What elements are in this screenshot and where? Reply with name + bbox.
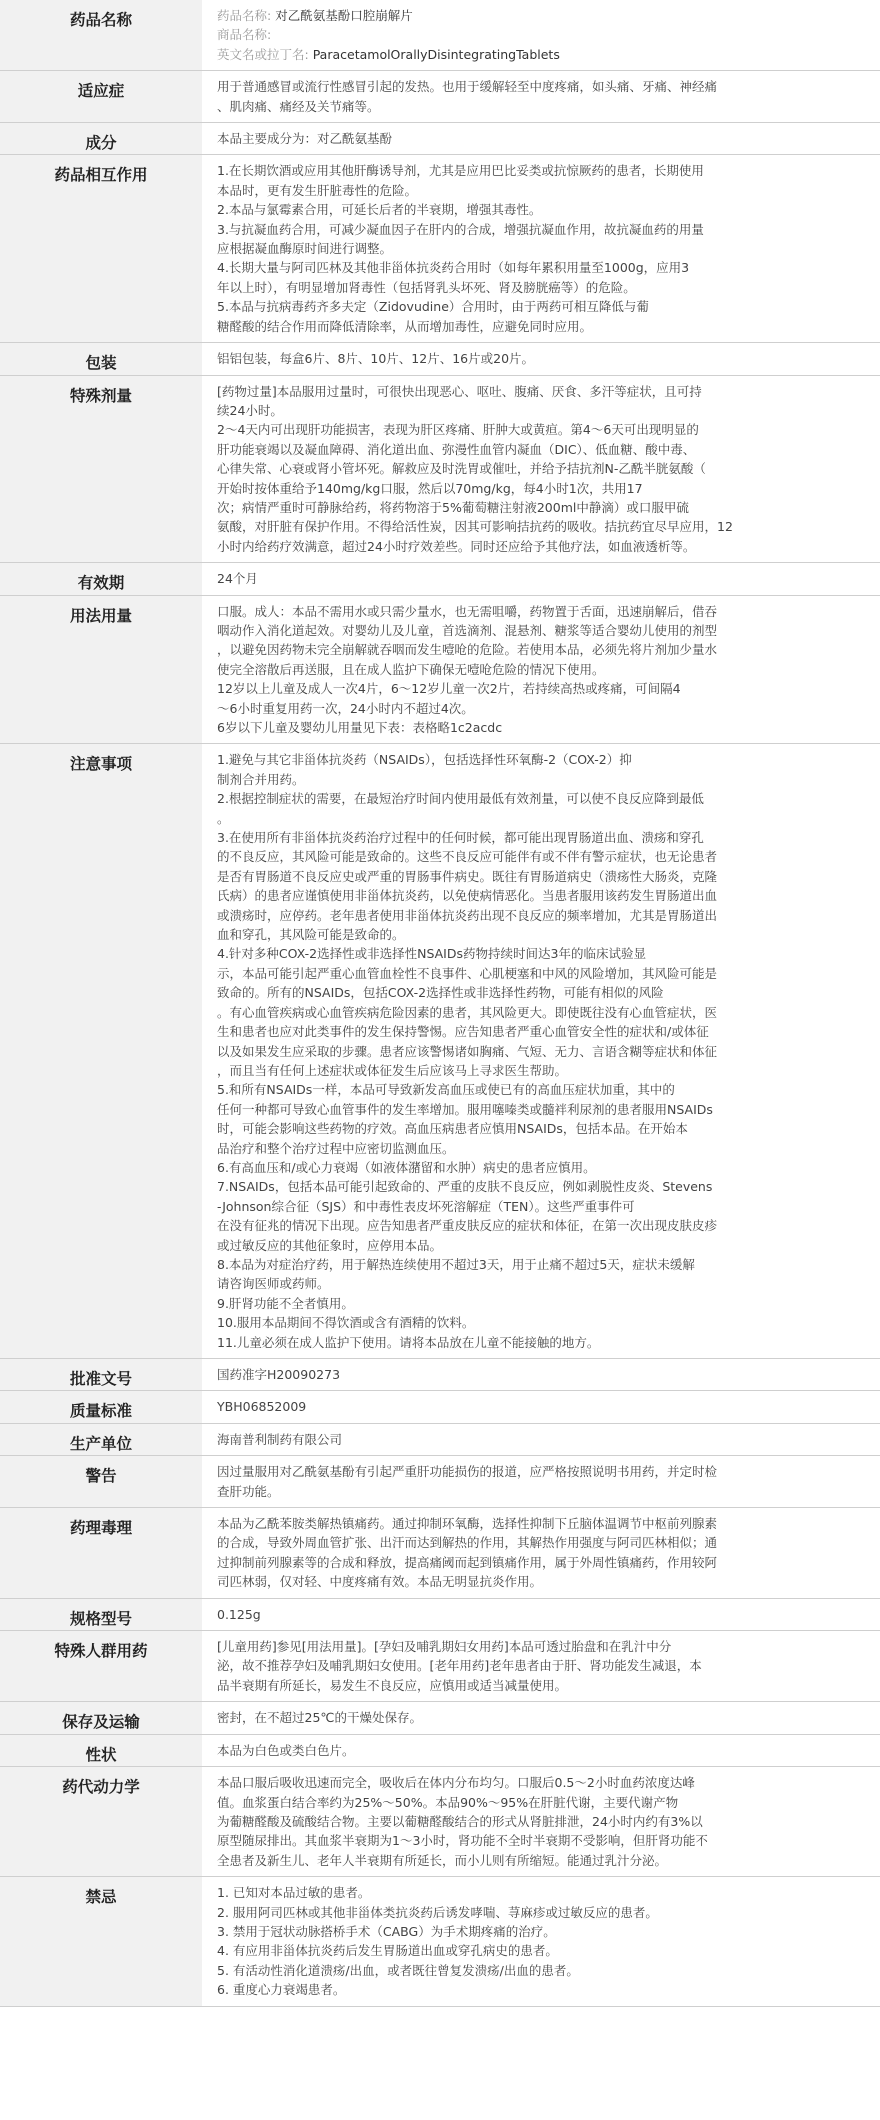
label-shelf-life: 有效期	[0, 563, 202, 595]
specification-text-line: 0.125g	[217, 1606, 261, 1622]
row-packaging	[0, 343, 880, 375]
row-pharmacokinetics	[0, 1767, 880, 1877]
dosage-text-line: 使完全溶散后再送服，且在成人监护下确保无噎呛危险的情况下使用。	[217, 661, 605, 677]
pharmacokinetics-text-line: 原型随尿排出。其血浆半衰期为1～3小时，肾功能不全时半衰期不受影响，但肝肾功能不	[217, 1833, 708, 1849]
warning-text-line: 查肝功能。	[217, 1483, 280, 1499]
overdose-text-line: 小时内给药疗效满意，超过24小时疗效差些。同时还应给予其他疗法，如血液透析等。	[217, 538, 696, 554]
precautions-text-line: -Johnson综合征（SJS）和中毒性表皮坏死溶解症（TEN）。这些严重事件可	[217, 1198, 635, 1214]
label-contraindications: 禁忌	[0, 1877, 202, 2006]
trade-name-label: 商品名称:	[217, 27, 272, 43]
overdose-text-line: 次；病情严重时可静脉给药，将药物溶于5%葡萄糖注射液200ml中静滴）或口服甲硫	[217, 499, 689, 515]
shelf-life-text-line: 24个月	[217, 571, 258, 587]
precautions-text-line: 9.肝肾功能不全者慎用。	[217, 1295, 354, 1311]
label-dosage: 用法用量	[0, 595, 202, 744]
english-name-value: ParacetamolOrallyDisintegratingTablets	[312, 46, 560, 62]
dosage-text-line: 6岁以下儿童及婴幼儿用量见下表：表格略1c2acdc	[217, 720, 503, 735]
precautions-text-line: 致命的。所有的NSAIDs，包括COX-2选择性或非选择性药物，可能有相似的风险	[217, 985, 664, 1001]
pharmacokinetics-text-line: 值。血浆蛋白结合率约为25%～50%。本品90%～95%在肝脏代谢，主要代谢产物	[217, 1794, 679, 1810]
ingredients-text-line: 本品主要成分为：对乙酰氨基酚	[217, 131, 393, 147]
precautions-text-line: 7.NSAIDs，包括本品可能引起致命的、严重的皮肤不良反应，例如剥脱性皮炎、Stevens	[217, 1179, 713, 1195]
contraindications-text-line: 6. 重度心力衰竭患者。	[217, 1982, 346, 1998]
label-manufacturer: 生产单位	[0, 1423, 202, 1455]
value-warning	[202, 1456, 880, 1508]
precautions-text-line: 或溃疡时，应停药。老年患者使用非甾体抗炎药出现不良反应的频率增加，尤其是胃肠道出	[217, 907, 718, 923]
contraindications-text-line: 1. 已知对本品过敏的患者。	[217, 1885, 371, 1901]
drug-interactions-text-line: 5.本品与抗病毒药齐多夫定（Zidovudine）合用时，由于两药可相互降低与葡	[217, 299, 649, 315]
approval-number-text-line: 国药准字H20090273	[217, 1367, 341, 1382]
pharmacokinetics-text-line: 全患者及新生儿、老年人半衰期有所延长，而小儿则有所缩短。能通过乳汁分泌。	[217, 1852, 668, 1868]
precautions-text-line: 血和穿孔，其风险可能是致命的。	[217, 927, 405, 943]
overdose-text-line: 2～4天内可出现肝功能损害，表现为肝区疼痛、肝肿大或黄疸。第4～6天可出现明显的	[217, 422, 699, 438]
precautions-text-line: 品治疗和整个治疗过程中应密切监测血压。	[217, 1140, 455, 1156]
precautions-text-line: 5.和所有NSAIDs一样，本品可导致新发高血压或使已有的高血压症状加重，其中的	[217, 1082, 675, 1098]
drug-interactions-text-line: 糖醛酸的结合作用而降低清除率，从而增加毒性，应避免同时应用。	[217, 318, 593, 334]
contraindications-text-line: 3. 禁用于冠状动脉搭桥手术（CABG）为手术期疼痛的治疗。	[217, 1923, 556, 1939]
label-indications: 适应症	[0, 71, 202, 123]
row-specification	[0, 1598, 880, 1630]
indications-text-line: 用于普通感冒或流行性感冒引起的发热。也用于缓解轻至中度疼痛，如头痛、牙痛、神经痛	[217, 79, 718, 95]
precautions-text-line: 任何一种都可导致心血管事件的发生率增加。服用噻嗪类或髓袢利尿剂的患者服用NSAIDs	[217, 1101, 713, 1117]
row-storage	[0, 1702, 880, 1734]
precautions-text-line: 3.在使用所有非甾体抗炎药治疗过程中的任何时候，都可能出现胃肠道出血、溃疡和穿孔	[217, 830, 704, 846]
packaging-text-line: 铝铝包装，每盒6片、8片、10片、12片、16片或20片。	[217, 351, 535, 367]
label-pharmacology: 药理毒理	[0, 1508, 202, 1599]
drug-interactions-text-line: 2.本品与氯霉素合用，可延长后者的半衰期，增强其毒性。	[217, 202, 542, 218]
row-shelf-life	[0, 563, 880, 595]
row-contraindications	[0, 1877, 880, 2006]
label-packaging: 包装	[0, 343, 202, 375]
precautions-text-line: 请咨询医师或药师。	[217, 1276, 330, 1292]
label-specification: 规格型号	[0, 1598, 202, 1630]
precautions-text-line: 制剂合并用药。	[217, 771, 305, 787]
row-quality-standard	[0, 1391, 880, 1423]
english-name-line	[217, 45, 868, 64]
value-approval-number	[202, 1359, 880, 1391]
value-storage	[202, 1702, 880, 1734]
row-indications	[0, 71, 880, 123]
drug-interactions-text-line: 本品时，更有发生肝脏毒性的危险。	[217, 182, 418, 198]
row-manufacturer	[0, 1423, 880, 1455]
label-drug-name: 药品名称	[0, 0, 202, 71]
label-ingredients: 成分	[0, 123, 202, 155]
precautions-text-line: 2.根据控制症状的需要，在最短治疗时间内使用最低有效剂量，可以使不良反应降到最低	[217, 791, 704, 807]
contraindications-text-line: 4. 有应用非甾体抗炎药后发生胃肠道出血或穿孔病史的患者。	[217, 1943, 558, 1959]
overdose-text-line: [药物过量]本品服用过量时，可很快出现恶心、呕吐、腹痛、厌食、多汗等症状，且可持	[217, 383, 702, 399]
value-special-populations	[202, 1631, 880, 1702]
precautions-text-line: 10.服用本品期间不得饮酒或含有酒精的饮料。	[217, 1315, 475, 1331]
value-pharmacology	[202, 1508, 880, 1599]
row-appearance	[0, 1734, 880, 1766]
row-ingredients	[0, 123, 880, 155]
value-contraindications	[202, 1877, 880, 2006]
value-indications	[202, 71, 880, 123]
drug-interactions-text-line: 应根据凝血酶原时间进行调整。	[217, 241, 393, 257]
value-quality-standard	[202, 1391, 880, 1423]
contraindications-text-line: 5. 有活动性消化道溃疡/出血，或者既往曾复发溃疡/出血的患者。	[217, 1962, 579, 1978]
pharmacology-text-line: 过抑制前列腺素等的合成和释放，提高痛阈而起到镇痛作用，属于外周性镇痛药，作用较阿	[217, 1554, 718, 1570]
pharmacokinetics-text-line: 为葡糖醛酸及硫酸结合物。主要以葡糖醛酸结合的形式从肾脏排泄，24小时内约有3%以	[217, 1813, 703, 1829]
drug-interactions-text-line: 年以上时），有明显增加肾毒性（包括肾乳头坏死、肾及膀胱癌等）的危险。	[217, 279, 636, 295]
row-warning	[0, 1456, 880, 1508]
overdose-text-line: 氨酸，对肝脏有保护作用。不得给活性炭，因其可影响拮抗药的吸收。拮抗药宜尽早应用，12	[217, 519, 733, 535]
contraindications-text-line: 2. 服用阿司匹林或其他非甾体类抗炎药后诱发哮喘、荨麻疹或过敏反应的患者。	[217, 1904, 658, 1920]
row-dosage	[0, 595, 880, 744]
label-storage: 保存及运输	[0, 1702, 202, 1734]
label-appearance: 性状	[0, 1734, 202, 1766]
value-overdose	[202, 375, 880, 563]
label-pharmacokinetics: 药代动力学	[0, 1767, 202, 1877]
label-drug-interactions: 药品相互作用	[0, 155, 202, 343]
drug-interactions-text-line: 3.与抗凝血药合用，可减少凝血因子在肝内的合成，增强抗凝血作用，故抗凝血药的用量	[217, 221, 704, 237]
pharmacology-text-line: 本品为乙酰苯胺类解热镇痛药。通过抑制环氧酶，选择性抑制下丘脑体温调节中枢前列腺素	[217, 1516, 718, 1532]
label-precautions: 注意事项	[0, 744, 202, 1359]
value-manufacturer	[202, 1423, 880, 1455]
label-warning: 警告	[0, 1456, 202, 1508]
precautions-text-line: 11.儿童必须在成人监护下使用。请将本品放在儿童不能接触的地方。	[217, 1334, 600, 1350]
precautions-text-line: ，而且当有任何上述症状或体征发生后应该马上寻求医生帮助。	[217, 1062, 568, 1078]
precautions-text-line: 是否有胃肠道不良反应史或严重的胃肠事件病史。既往有胃肠道病史（溃疡性大肠炎，克隆	[217, 868, 718, 884]
precautions-text-line: 1.避免与其它非甾体抗炎药（NSAIDs），包括选择性环氧酶-2（COX-2）抑	[217, 752, 632, 768]
precautions-text-line: 示，本品可能引起严重心血管血栓性不良事件、心肌梗塞和中风的风险增加，其风险可能是	[217, 965, 718, 981]
value-dosage	[202, 595, 880, 744]
pharmacology-text-line: 司匹林弱，仅对轻、中度疼痛有效。本品无明显抗炎作用。	[217, 1574, 543, 1590]
precautions-text-line: 生和患者也应对此类事件的发生保持警惕。应告知患者严重心血管安全性的症状和/或体征	[217, 1024, 709, 1040]
precautions-text-line: 6.有高血压和/或心力衰竭（如液体潴留和水肿）病史的患者应慎用。	[217, 1159, 596, 1175]
label-overdose: 特殊剂量	[0, 375, 202, 563]
value-packaging	[202, 343, 880, 375]
generic-name-label: 药品名称:	[217, 8, 272, 23]
manufacturer-text-line: 海南普利制药有限公司	[217, 1431, 343, 1447]
value-specification	[202, 1598, 880, 1630]
row-special-populations	[0, 1631, 880, 1702]
special-populations-text-line: 泌，故不推荐孕妇及哺乳期妇女使用。[老年用药]老年患者由于肝、肾功能发生减退，本	[217, 1658, 702, 1674]
dosage-text-line: 12岁以上儿童及成人一次4片，6～12岁儿童一次2片，若持续高热或疼痛，可间隔4	[217, 681, 681, 697]
value-drug-name	[202, 0, 880, 71]
precautions-text-line: 4.针对多种COX-2选择性或非选择性NSAIDs药物持续时间达3年的临床试验显	[217, 946, 646, 962]
precautions-text-line: 。	[217, 810, 230, 826]
precautions-text-line: 时，可能会影响这些药物的疗效。高血压病患者应慎用NSAIDs，包括本品。在开始本	[217, 1121, 688, 1137]
special-populations-text-line: [儿童用药]参见[用法用量]。[孕妇及哺乳期妇女用药]本品可透过胎盘和在乳汁中分	[217, 1639, 672, 1655]
overdose-text-line: 肝功能衰竭以及凝血障碍、消化道出血、弥漫性血管内凝血（DIC）、低血糖、酸中毒、	[217, 441, 696, 457]
value-appearance	[202, 1734, 880, 1766]
warning-text-line: 因过量服用对乙酰氨基酚有引起严重肝功能损伤的报道，应严格按照说明书用药，并定时检	[217, 1464, 718, 1480]
precautions-text-line: 8.本品为对症治疗药，用于解热连续使用不超过3天，用于止痛不超过5天，症状未缓解	[217, 1256, 695, 1272]
dosage-text-line: ，以避免因药物未完全崩解就吞咽而发生噎呛的危险。若使用本品，必须先将片剂加少量水	[217, 642, 718, 658]
precautions-text-line: 或过敏反应的其他征象时，应停用本品。	[217, 1237, 443, 1253]
overdose-text-line: 心律失常、心衰或肾小管坏死。解救应及时洗胃或催吐，并给予拮抗剂N-乙酰半胱氨酸（	[217, 461, 706, 477]
drug-interactions-text-line: 1.在长期饮酒或应用其他肝酶诱导剂，尤其是应用巴比妥类或抗惊厥药的患者，长期使用	[217, 163, 704, 179]
dosage-text-line: 口服。成人：本品不需用水或只需少量水，也无需咀嚼，药物置于舌面，迅速崩解后，借吞	[217, 603, 718, 619]
dosage-text-line: 咽动作入消化道起效。对婴幼儿及儿童，首选滴剂、混悬剂、糖浆等适合婴幼儿使用的剂型	[217, 622, 718, 638]
label-quality-standard: 质量标准	[0, 1391, 202, 1423]
pharmacokinetics-text-line: 本品口服后吸收迅速而完全，吸收后在体内分布均匀。口服后0.5～2小时血药浓度达峰	[217, 1775, 695, 1791]
value-drug-interactions	[202, 155, 880, 343]
pharmacology-text-line: 的合成，导致外周血管扩张、出汗而达到解热的作用，其解热作用强度与阿司匹林相似；通	[217, 1535, 718, 1551]
precautions-text-line: 。有心血管疾病或心血管疾病危险因素的患者，其风险更大。即使既往没有心血管症状，医	[217, 1004, 718, 1020]
value-shelf-life	[202, 563, 880, 595]
overdose-text-line: 续24小时。	[217, 402, 283, 418]
row-drug-name	[0, 0, 880, 71]
overdose-text-line: 开始时按体重给予140mg/kg口服，然后以70mg/kg，每4小时1次，共用17	[217, 480, 643, 496]
precautions-text-line: 在没有征兆的情况下出现。应告知患者严重皮肤反应的症状和体征，在第一次出现皮肤皮疹	[217, 1218, 718, 1234]
dosage-text-line: ～6小时重复用药一次，24小时内不超过4次。	[217, 700, 474, 716]
row-overdose	[0, 375, 880, 563]
label-special-populations: 特殊人群用药	[0, 1631, 202, 1702]
appearance-text-line: 本品为白色或类白色片。	[217, 1742, 355, 1758]
generic-name-line	[217, 6, 868, 25]
drug-interactions-text-line: 4.长期大量与阿司匹林及其他非甾体抗炎药合用时（如每年累积用量至1000g，应用3	[217, 260, 690, 276]
precautions-text-line: 氏病）的患者应谨慎使用非甾体抗炎药，以免使病情恶化。当患者服用该药发生胃肠道出血	[217, 888, 718, 904]
value-ingredients	[202, 123, 880, 155]
precautions-text-line: 以及如果发生应采取的步骤。患者应该警惕诸如胸痛、气短、无力、言语含糊等症状和体征	[217, 1043, 718, 1059]
storage-text-line: 密封，在不超过25℃的干燥处保存。	[217, 1710, 422, 1726]
row-pharmacology	[0, 1508, 880, 1599]
precautions-text-line: 的不良反应，其风险可能是致命的。这些不良反应可能伴有或不伴有警示症状，也无论患者	[217, 849, 718, 865]
value-pharmacokinetics	[202, 1767, 880, 1877]
indications-text-line: 、肌肉痛、痛经及关节痛等。	[217, 98, 380, 114]
value-precautions	[202, 744, 880, 1359]
row-drug-interactions	[0, 155, 880, 343]
row-precautions	[0, 744, 880, 1359]
row-approval-number	[0, 1359, 880, 1391]
label-approval-number: 批准文号	[0, 1359, 202, 1391]
quality-standard-text-line: YBH06852009	[217, 1399, 307, 1415]
trade-name-line	[217, 25, 868, 44]
special-populations-text-line: 品半衰期有所延长，易发生不良反应，应慎用或适当减量使用。	[217, 1677, 568, 1693]
english-name-label: 英文名或拉丁名:	[217, 46, 309, 62]
generic-name-value: 对乙酰氨基酚口腔崩解片	[275, 8, 413, 23]
